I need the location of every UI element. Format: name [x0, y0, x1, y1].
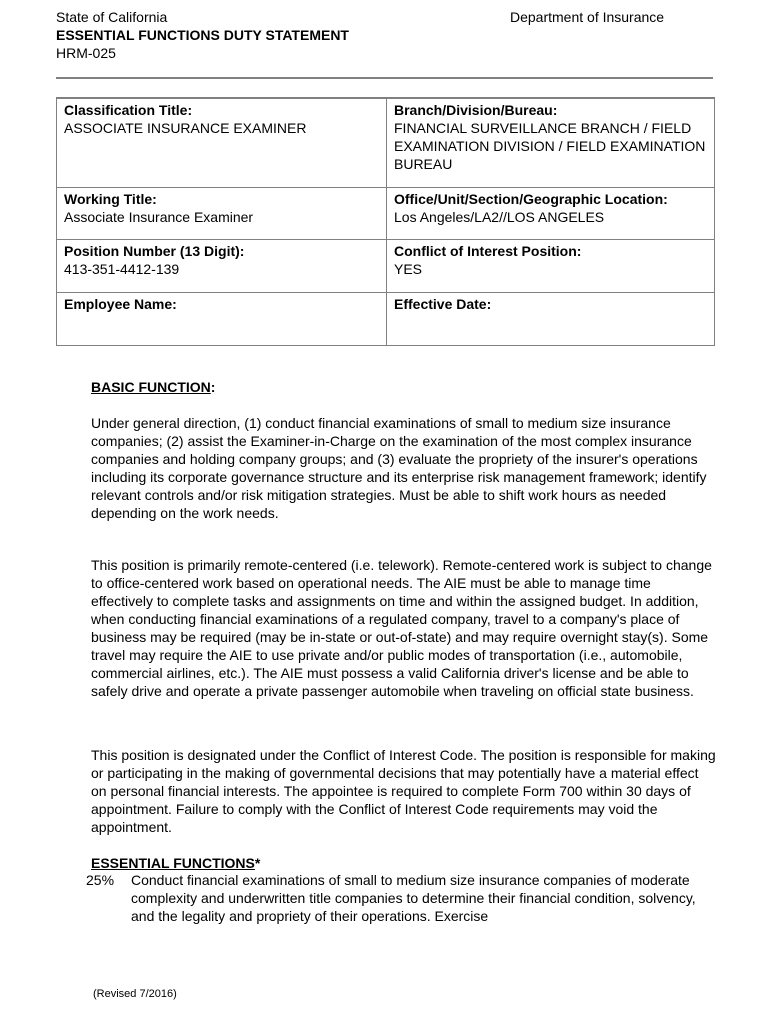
branch-cell [387, 98, 715, 188]
essential-function-text: Conduct financial examinations of small to medium size insurance companies of moderate complexity and underwritten title companies to determine their financial condition, solvency, and the legality and propriety of their operations. Exercise [131, 872, 696, 924]
branch-label: Branch/Division/Bureau: [394, 102, 558, 118]
form-title: ESSENTIAL FUNCTIONS DUTY STATEMENT [56, 27, 349, 43]
remote-work-paragraph: This position is primarily remote-centered (i.e. telework). Remote-centered work is subject to change to office-centered work based on operational needs. The AIE must be able to manage time effectively to complete tasks and assignments on time and within the assigned budget. In addition, when conducting financial examinations of a regulated company, travel to a company's place of business may be required (may be in-state or out-of-state) and may require overnight stay(s). Some travel may require the AIE to use private and/or public modes of transportation (i.e., automobile, commercial airlines, etc.). The AIE must possess a valid California driver's license and be able to safely drive and operate a private passenger automobile when traveling on official state business. [91, 557, 712, 699]
document-header [56, 8, 349, 62]
essential-function-percent: 25% [86, 872, 115, 888]
state-label: State of California [56, 9, 168, 25]
basic-function-heading: BASIC FUNCTION [91, 379, 211, 395]
position-info-table [56, 97, 715, 346]
conflict-label: Conflict of Interest Position: [394, 243, 582, 259]
branch-value: FINANCIAL SURVEILLANCE BRANCH / FIELD EXAMINATION DIVISION / FIELD EXAMINATION BUREAU [394, 120, 706, 172]
basic-function-heading-line [91, 378, 716, 396]
classification-label: Classification Title: [64, 102, 193, 118]
employee-name-label: Employee Name: [64, 296, 177, 312]
employee-name-cell [57, 293, 387, 346]
position-number-value: 413-351-4412-139 [64, 261, 180, 277]
position-number-cell [57, 240, 387, 293]
working-title-cell [57, 188, 387, 240]
working-title-value: Associate Insurance Examiner [64, 209, 254, 225]
essential-functions-asterisk: * [254, 855, 261, 871]
essential-functions-heading-line [91, 854, 716, 872]
classification-value: ASSOCIATE INSURANCE EXAMINER [64, 120, 307, 136]
essential-functions-heading: ESSENTIAL FUNCTIONS [91, 855, 255, 871]
location-label: Office/Unit/Section/Geographic Location: [394, 191, 668, 207]
effective-date-label: Effective Date: [394, 296, 492, 312]
effective-date-cell [387, 293, 715, 346]
working-title-label: Working Title: [64, 191, 157, 207]
revision-footer: (Revised 7/2016) [93, 988, 177, 1000]
conflict-cell [387, 240, 715, 293]
department-label: Department of Insurance [510, 9, 665, 25]
classification-cell [57, 98, 387, 188]
conflict-value: YES [394, 261, 423, 277]
header-divider [56, 77, 713, 79]
basic-function-heading-colon: : [210, 379, 216, 395]
basic-function-paragraph-1: Under general direction, (1) conduct financial examinations of small to medium size insurance companies; (2) assist the Examiner-in-Charge on the examination of the most complex insurance companies and holding company groups; and (3) evaluate the propriety of the insurer's operations including its corporate governance structure and its enterprise risk management framework; identify relevant controls and/or risk mitigation strategies. Must be able to shift work hours as needed depending on the work needs. [91, 415, 707, 521]
position-number-label: Position Number (13 Digit): [64, 243, 245, 259]
location-cell [387, 188, 715, 240]
conflict-of-interest-paragraph: This position is designated under the Conflict of Interest Code. The position is responsible for making or participating in the making of governmental decisions that may potentially have a material effect on personal financial interests. The appointee is required to complete Form 700 within 30 days of appointment. Failure to comply with the Conflict of Interest Code requirements may void the appointment. [91, 747, 716, 835]
form-code: HRM-025 [56, 45, 116, 61]
location-value: Los Angeles/LA2//LOS ANGELES [394, 209, 605, 225]
